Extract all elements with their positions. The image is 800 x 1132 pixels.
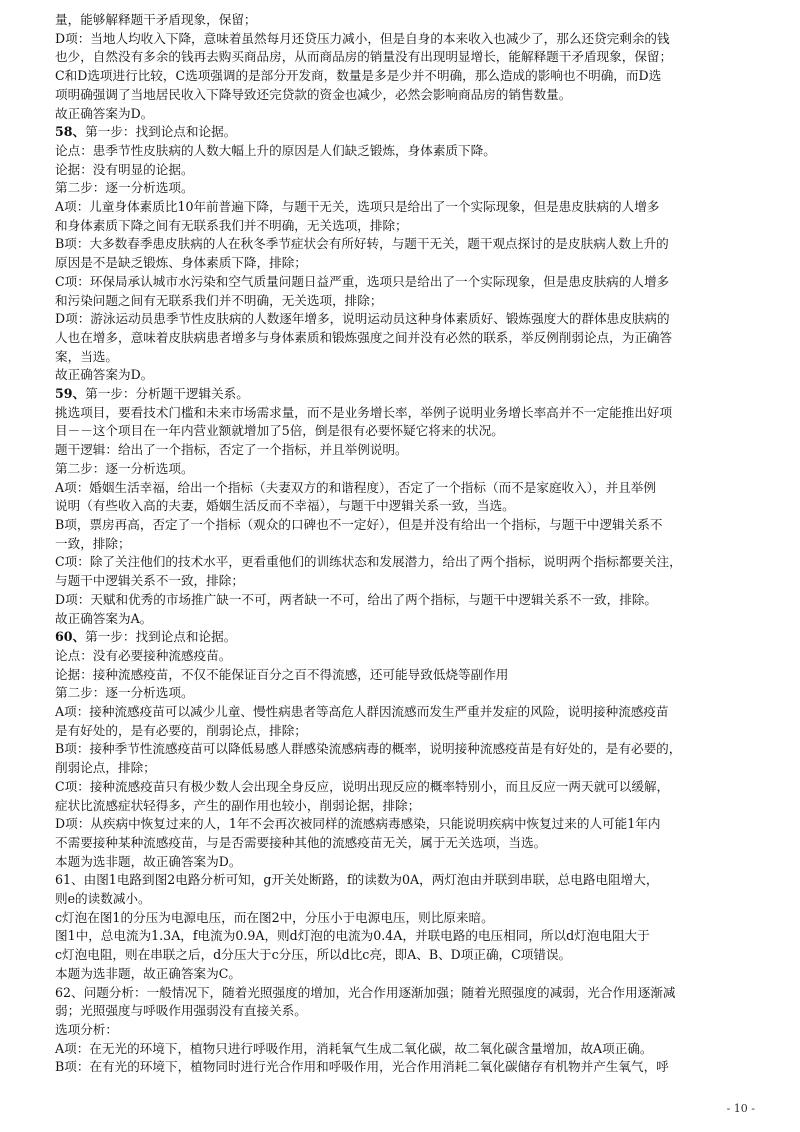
- text-line: c灯泡电阻，则在串联之后，d分压大于c分压，所以d比c亮，即A、B、D项正确，C项错误。: [55, 947, 572, 963]
- text-body: [55, 11, 770, 1077]
- text-line: 论点：患季节性皮肤病的人数大幅上升的原因是人们缺乏锻炼，身体素质下降。: [55, 142, 496, 158]
- text-line: 故正确答案为D。: [55, 105, 154, 121]
- text-line: 故正确答案为A。: [55, 610, 153, 626]
- text-line: 本题为选非题，故正确答案为D。: [55, 853, 242, 869]
- text-line: 人也在增多，意味着皮肤病患者增多与身体素质和锻炼强度之间并没有必然的联系，举反例削弱论点，为正确答: [55, 329, 673, 345]
- text-line: 论点：没有必要接种流感疫苗。: [55, 647, 232, 663]
- text-line: 62、问题分析：一般情况下，随着光照强度的增加，光合作用逐渐加强；随着光照强度的减弱，光合作用逐渐减: [55, 984, 676, 1000]
- text-line: 也少，自然没有多余的钱再去购买商品房，从而商品房的销量没有出现明显增长，能解释题干矛盾现象，保留；: [55, 49, 673, 65]
- text-line: 论据：没有明显的论据。: [55, 161, 194, 177]
- text-line: 则e的读数减小。: [55, 891, 151, 907]
- text-line: 61、由图1电路到图2电路分析可知，g开关处断路，f的读数为0A，两灯泡由并联到串联，总电路电阻增大，: [55, 872, 659, 888]
- text-line: A项：婚姻生活幸福，给出一个指标（夫妻双方的和谐程度），否定了一个指标（而不是家庭收入），并且举例: [55, 479, 656, 495]
- question-number: 60、: [55, 629, 86, 645]
- text-line: 弱；光照强度与呼吸作用强弱没有直接关系。: [55, 1003, 307, 1019]
- text-line: 不需要接种某种流感疫苗，与是否需要接种其他的流感疫苗无关，属于无关选项，当选。: [55, 834, 547, 850]
- text-line: 论据：接种流感疫苗，不仅不能保证百分之百不得流感，还可能导致低烧等副作用: [55, 666, 509, 682]
- text-line: 症状比流感症状轻得多，产生的副作用也较小，削弱论据，排除；: [55, 797, 421, 813]
- text-line: 和污染问题之间有无联系我们并不明确，无关选项，排除；: [55, 292, 383, 308]
- text-line: 本题为选非题，故正确答案为C。: [55, 965, 241, 981]
- text-line: 一致，排除；: [55, 535, 131, 551]
- text-line: 图1中，总电流为1.3A，f电流为0.9A，则d灯泡的电流为0.4A，并联电路的电压相同，所以d灯泡电阻大于: [55, 928, 650, 944]
- text-line: 第二步：逐一分析选项。: [55, 180, 194, 196]
- text-line: A项：儿童身体素质比10年前普遍下降，与题干无关，选项只是给出了一个实际现象，但是患皮肤病的人增多: [55, 199, 660, 215]
- text-line: 项明确强调了当地居民收入下降导致还完贷款的资金也减少，必然会影响商品房的销售数量。: [55, 86, 572, 102]
- text-line: B项：在有光的环境下，植物同时进行光合作用和呼吸作用，光合作用消耗二氧化碳储存有机物并产生氧气，呼: [55, 1059, 669, 1075]
- text-line: D项：当地人均收入下降，意味着虽然每月还贷压力减小，但是自身的本来收入也减少了，那么还贷完剩余的钱: [55, 30, 670, 46]
- text-line: 和身体素质下降之间有无联系我们并不明确，无关选项，排除；: [55, 217, 408, 233]
- text-line: 故正确答案为D。: [55, 367, 154, 383]
- text-line: C项：环保局承认城市水污染和空气质量问题日益严重，选项只是给出了一个实际现象，但是患皮肤病的人增多: [55, 273, 670, 289]
- question-number: 58、: [55, 124, 86, 140]
- text-line: A项：在无光的环境下，植物只进行呼吸作用，消耗氧气生成二氧化碳，故二氧化碳含量增加，故A项正确。: [55, 1040, 653, 1056]
- page-number: - 10 -: [726, 1102, 755, 1115]
- text-line: 与题干中逻辑关系不一致，排除；: [55, 573, 244, 589]
- text-line: c灯泡在图1的分压为电源电压，而在图2中，分压小于电源电压，则比原来暗。: [55, 909, 494, 925]
- text-line: 59、第一步：分析题干逻辑关系。: [55, 386, 249, 402]
- text-line: 58、第一步：找到论点和论据。: [55, 124, 237, 140]
- text-line: 第二步：逐一分析选项。: [55, 460, 194, 476]
- text-line: 说明（有些收入高的夫妻，婚姻生活反而不幸福），与题干中逻辑关系一致，当选。: [55, 498, 515, 514]
- text-line: B项，票房再高，否定了一个指标（观众的口碑也不一定好），但是并没有给出一个指标，与题干中逻辑关系不: [55, 516, 663, 532]
- text-line: D项：从疾病中恢复过来的人，1年不会再次被同样的流感病毒感染，只能说明疾病中恢复过来的人可能1年内: [55, 816, 661, 832]
- text-line: B项：接种季节性流感疫苗可以降低易感人群感染流感病毒的概率，说明接种流感疫苗是有好处的，是有必要的，: [55, 741, 682, 757]
- text-line: C项：除了关注他们的技术水平，更看重他们的训练状态和发展潜力，给出了两个指标，说明两个指标都要关注，: [55, 554, 682, 570]
- text-line: 目－－这个项目在一年内营业额就增加了5倍，倒是很有必要怀疑它将来的状况。: [55, 423, 504, 439]
- text-line: C项：接种流感疫苗只有极少数人会出现全身反应，说明出现反应的概率特别小，而且反应一两天就可以缓解，: [55, 778, 670, 794]
- question-number: 59、: [55, 386, 86, 402]
- text-line: B项：大多数春季患皮肤病的人在秋冬季节症状会有所好转，与题干无关，题干观点探讨的是皮肤病人数上升的: [55, 236, 669, 252]
- text-line: 第二步：逐一分析选项。: [55, 685, 194, 701]
- text-line: 选项分析：: [55, 1021, 118, 1037]
- text-line: A项：接种流感疫苗可以减少儿童、慢性病患者等高危人群因流感而发生严重并发症的风险，说明接种流感疫苗: [55, 704, 669, 720]
- text-line: 案，当选。: [55, 348, 118, 364]
- text-line: 60、第一步：找到论点和论据。: [55, 629, 237, 645]
- text-line: 题干逻辑：给出了一个指标，否定了一个指标，并且举例说明。: [55, 442, 408, 458]
- text-line: 挑选项目，要看技术门槛和未来市场需求量，而不是业务增长率，举例子说明业务增长率高并不一定能推出好项: [55, 404, 673, 420]
- text-line: 是有好处的，是有必要的，削弱论点，排除；: [55, 722, 307, 738]
- text-line: D项：游泳运动员患季节性皮肤病的人数逐年增多，说明运动员这种身体素质好、锻炼强度大的群体患皮肤病的: [55, 311, 670, 327]
- text-line: 原因是不是缺乏锻炼、身体素质下降，排除；: [55, 255, 307, 271]
- text-line: 量，能够解释题干矛盾现象，保留；: [55, 12, 257, 27]
- text-line: D项：天赋和优秀的市场推广缺一不可，两者缺一不可，给出了两个指标，与题干中逻辑关系不一致，排除。: [55, 591, 658, 607]
- text-line: C和D选项进行比较，C选项强调的是部分开发商，数量是多是少并不明确，那么造成的影响也不明确，而D选: [55, 68, 662, 84]
- text-line: 削弱论点，排除；: [55, 760, 156, 776]
